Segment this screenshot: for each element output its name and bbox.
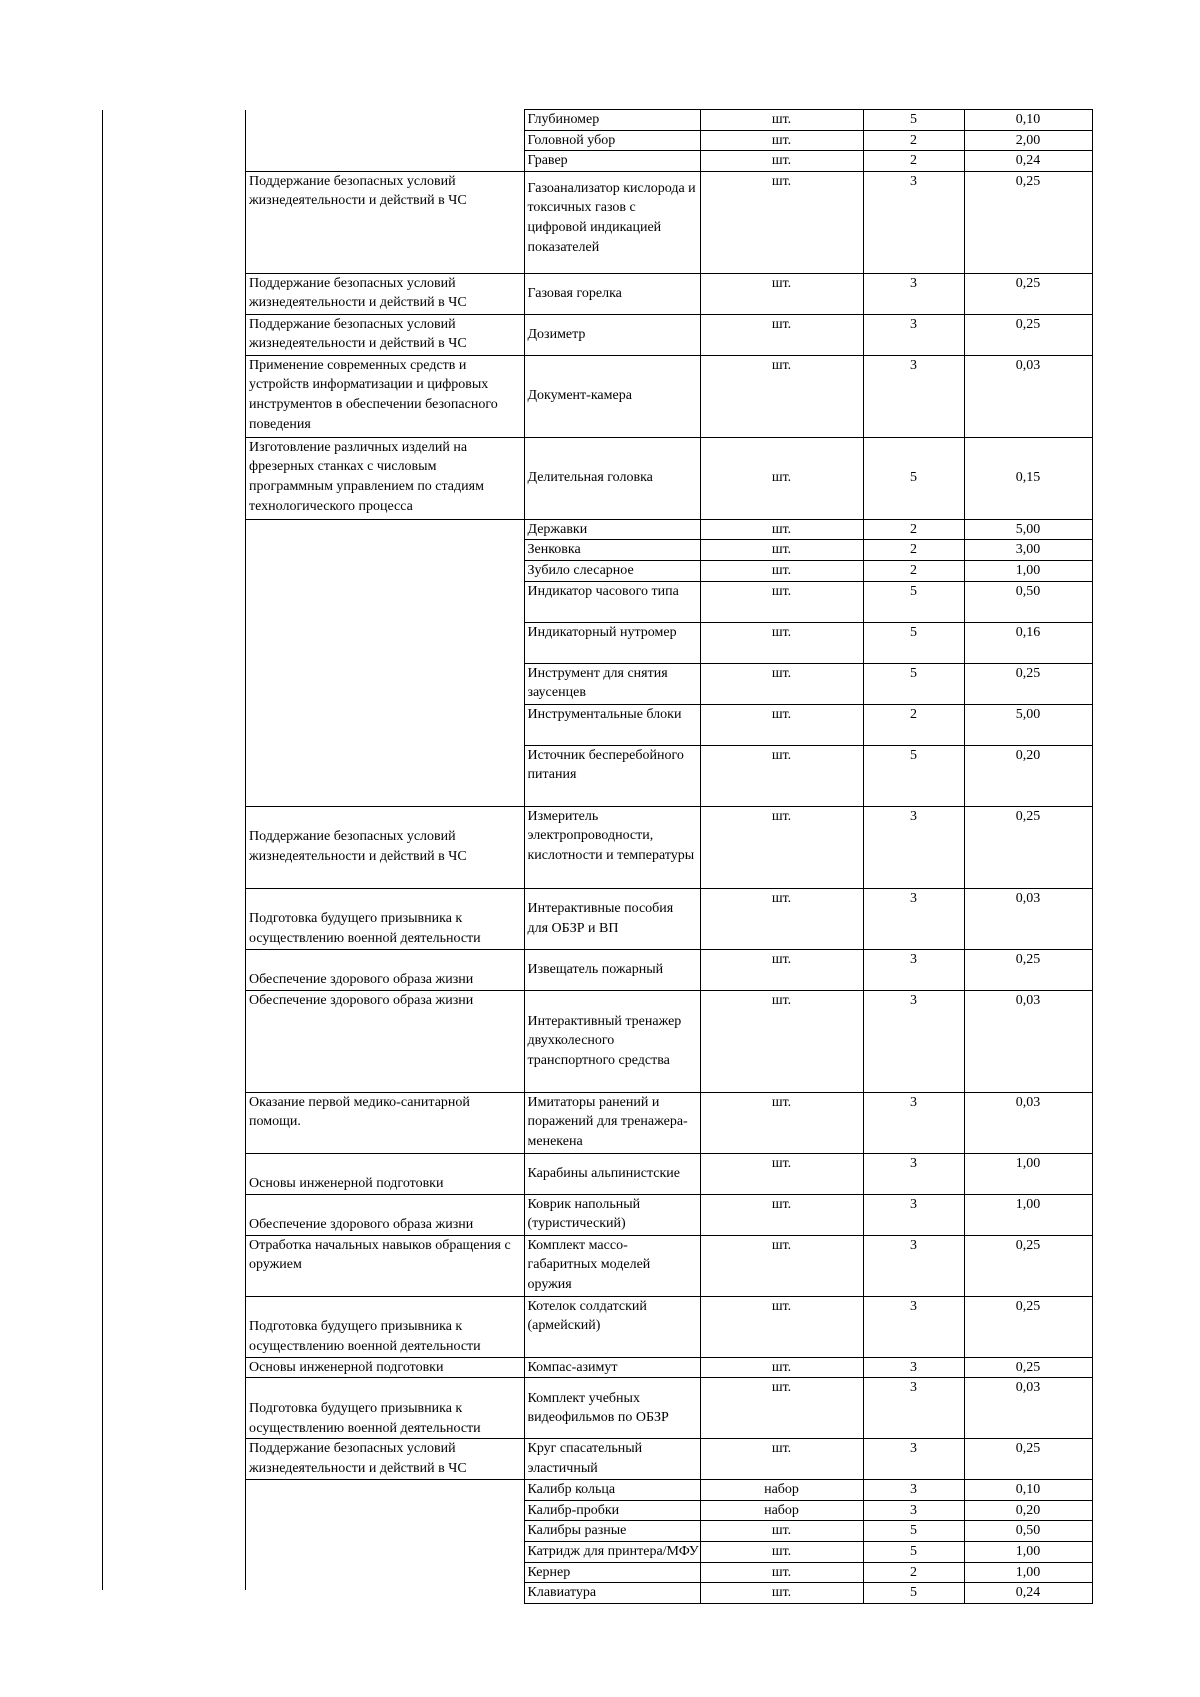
- item-name-cell: Индикатор часового типа: [524, 581, 700, 622]
- quantity-cell: 3: [863, 1235, 964, 1296]
- activity-cell: [245, 151, 524, 172]
- quantity-cell: 2: [863, 519, 964, 540]
- quantity-cell: 3: [863, 1378, 964, 1439]
- activity-cell: [245, 622, 524, 663]
- quantity-cell: 3: [863, 1357, 964, 1378]
- activity-cell: [245, 540, 524, 561]
- table-row: [245, 355, 1092, 437]
- activity-cell: Поддержание безопасных условий жизнедеятельности и действий в ЧС: [245, 806, 524, 888]
- table-row: [245, 560, 1092, 581]
- unit-cell: шт.: [700, 663, 863, 704]
- activity-cell: [245, 1562, 524, 1583]
- quantity-cell: 3: [863, 949, 964, 990]
- activity-cell: Основы инженерной подготовки: [245, 1357, 524, 1378]
- unit-cell: шт.: [700, 1153, 863, 1194]
- item-name-cell: Дозиметр: [524, 314, 700, 355]
- quantity-cell: 3: [863, 1153, 964, 1194]
- table-row: [245, 1500, 1092, 1521]
- unit-cell: шт.: [700, 1439, 863, 1480]
- unit-cell: шт.: [700, 151, 863, 172]
- table-row: [245, 806, 1092, 888]
- quantity-cell: 5: [863, 663, 964, 704]
- table-row: [245, 273, 1092, 314]
- item-name-cell: Круг спасательный эластичный: [524, 1439, 700, 1480]
- activity-cell: Поддержание безопасных условий жизнедеятельности и действий в ЧС: [245, 1439, 524, 1480]
- table-row: [245, 1583, 1092, 1604]
- item-name-cell: Инструментальные блоки: [524, 704, 700, 745]
- coefficient-cell: 0,03: [964, 1378, 1092, 1439]
- table-row: [245, 151, 1092, 172]
- quantity-cell: 3: [863, 273, 964, 314]
- activity-cell: [245, 1500, 524, 1521]
- quantity-cell: 3: [863, 1296, 964, 1357]
- quantity-cell: 3: [863, 990, 964, 1092]
- unit-cell: шт.: [700, 540, 863, 561]
- table-row: [245, 1562, 1092, 1583]
- item-name-cell: Комплект учебных видеофильмов по ОБЗР: [524, 1378, 700, 1439]
- table-row: [245, 1521, 1092, 1542]
- equipment-table: [245, 109, 1093, 1604]
- coefficient-cell: 0,25: [964, 949, 1092, 990]
- coefficient-cell: 0,25: [964, 1235, 1092, 1296]
- activity-cell: Основы инженерной подготовки: [245, 1153, 524, 1194]
- unit-cell: набор: [700, 1480, 863, 1501]
- unit-cell: шт.: [700, 990, 863, 1092]
- coefficient-cell: 0,24: [964, 1583, 1092, 1604]
- quantity-cell: 2: [863, 151, 964, 172]
- item-name-cell: Документ-камера: [524, 355, 700, 437]
- activity-cell: [245, 519, 524, 540]
- coefficient-cell: 0,03: [964, 888, 1092, 949]
- activity-cell: Изготовление различных изделий на фрезерных станках с числовым программным управлением по стадиям технологического процесса: [245, 437, 524, 519]
- table-row: [245, 437, 1092, 519]
- item-name-cell: Клавиатура: [524, 1583, 700, 1604]
- table-row: [245, 990, 1092, 1092]
- item-name-cell: Измеритель электропроводности, кислотности и температуры: [524, 806, 700, 888]
- unit-cell: шт.: [700, 519, 863, 540]
- unit-cell: шт.: [700, 355, 863, 437]
- activity-cell: Отработка начальных навыков обращения с оружием: [245, 1235, 524, 1296]
- item-name-cell: Инструмент для снятия заусенцев: [524, 663, 700, 704]
- item-name-cell: Калибр-пробки: [524, 1500, 700, 1521]
- coefficient-cell: 0,10: [964, 110, 1092, 131]
- unit-cell: шт.: [700, 171, 863, 273]
- item-name-cell: Имитаторы ранений и поражений для тренажера-менекена: [524, 1092, 700, 1153]
- item-name-cell: Газоанализатор кислорода и токсичных газов с цифровой индикацией показателей: [524, 171, 700, 273]
- item-name-cell: Индикаторный нутромер: [524, 622, 700, 663]
- item-name-cell: Головной убор: [524, 130, 700, 151]
- unit-cell: шт.: [700, 1194, 863, 1235]
- coefficient-cell: 5,00: [964, 704, 1092, 745]
- quantity-cell: 5: [863, 437, 964, 519]
- item-name-cell: Калибры разные: [524, 1521, 700, 1542]
- activity-cell: [245, 1480, 524, 1501]
- quantity-cell: 3: [863, 888, 964, 949]
- table-row: [245, 1541, 1092, 1562]
- coefficient-cell: 0,03: [964, 1092, 1092, 1153]
- table-row: [245, 1296, 1092, 1357]
- coefficient-cell: 3,00: [964, 540, 1092, 561]
- table-row: [245, 1480, 1092, 1501]
- coefficient-cell: 0,50: [964, 581, 1092, 622]
- unit-cell: шт.: [700, 1092, 863, 1153]
- activity-cell: Применение современных средств и устройств информатизации и цифровых инструментов в обеспечении безопасного поведения: [245, 355, 524, 437]
- activity-cell: Поддержание безопасных условий жизнедеятельности и действий в ЧС: [245, 171, 524, 273]
- quantity-cell: 3: [863, 1194, 964, 1235]
- unit-cell: шт.: [700, 110, 863, 131]
- coefficient-cell: 0,25: [964, 1357, 1092, 1378]
- activity-cell: [245, 560, 524, 581]
- coefficient-cell: 0,50: [964, 1521, 1092, 1542]
- quantity-cell: 3: [863, 1480, 964, 1501]
- activity-cell: Поддержание безопасных условий жизнедеятельности и действий в ЧС: [245, 273, 524, 314]
- quantity-cell: 3: [863, 355, 964, 437]
- coefficient-cell: 0,25: [964, 273, 1092, 314]
- item-name-cell: Коврик напольный (туристический): [524, 1194, 700, 1235]
- item-name-cell: Котелок солдатский (армейский): [524, 1296, 700, 1357]
- item-name-cell: Калибр кольца: [524, 1480, 700, 1501]
- table-row: [245, 1194, 1092, 1235]
- table-row: [245, 1235, 1092, 1296]
- coefficient-cell: 0,16: [964, 622, 1092, 663]
- unit-cell: шт.: [700, 560, 863, 581]
- activity-cell: [245, 663, 524, 704]
- coefficient-cell: 0,03: [964, 990, 1092, 1092]
- table-row: [245, 1092, 1092, 1153]
- unit-cell: шт.: [700, 1378, 863, 1439]
- activity-cell: Поддержание безопасных условий жизнедеятельности и действий в ЧС: [245, 314, 524, 355]
- unit-cell: шт.: [700, 1296, 863, 1357]
- unit-cell: набор: [700, 1500, 863, 1521]
- quantity-cell: 5: [863, 622, 964, 663]
- item-name-cell: Зубило слесарное: [524, 560, 700, 581]
- coefficient-cell: 1,00: [964, 1541, 1092, 1562]
- table-row: [245, 171, 1092, 273]
- quantity-cell: 2: [863, 704, 964, 745]
- item-name-cell: Державки: [524, 519, 700, 540]
- item-name-cell: Комплект массо-габаритных моделей оружия: [524, 1235, 700, 1296]
- item-name-cell: Гравер: [524, 151, 700, 172]
- item-name-cell: Извещатель пожарный: [524, 949, 700, 990]
- item-name-cell: Карабины альпинистские: [524, 1153, 700, 1194]
- item-name-cell: Источник бесперебойного питания: [524, 745, 700, 806]
- unit-cell: шт.: [700, 581, 863, 622]
- quantity-cell: 5: [863, 1541, 964, 1562]
- unit-cell: шт.: [700, 437, 863, 519]
- item-name-cell: Интерактивный тренажер двухколесного транспортного средства: [524, 990, 700, 1092]
- item-name-cell: Интерактивные пособия для ОБЗР и ВП: [524, 888, 700, 949]
- unit-cell: шт.: [700, 806, 863, 888]
- quantity-cell: 5: [863, 110, 964, 131]
- coefficient-cell: 1,00: [964, 1194, 1092, 1235]
- coefficient-cell: 0,03: [964, 355, 1092, 437]
- quantity-cell: 3: [863, 1500, 964, 1521]
- coefficient-cell: 2,00: [964, 130, 1092, 151]
- item-name-cell: Делительная головка: [524, 437, 700, 519]
- table-row: [245, 1357, 1092, 1378]
- item-name-cell: Глубиномер: [524, 110, 700, 131]
- quantity-cell: 2: [863, 1562, 964, 1583]
- coefficient-cell: 1,00: [964, 1153, 1092, 1194]
- coefficient-cell: 0,10: [964, 1480, 1092, 1501]
- table-row: [245, 704, 1092, 745]
- unit-cell: шт.: [700, 704, 863, 745]
- coefficient-cell: 0,25: [964, 1439, 1092, 1480]
- table-row: [245, 540, 1092, 561]
- coefficient-cell: 0,25: [964, 171, 1092, 273]
- unit-cell: шт.: [700, 1357, 863, 1378]
- item-name-cell: Катридж для принтера/МФУ: [524, 1541, 700, 1562]
- activity-cell: Подготовка будущего призывника к осуществлению военной деятельности: [245, 1378, 524, 1439]
- activity-cell: [245, 1541, 524, 1562]
- unit-cell: шт.: [700, 949, 863, 990]
- activity-cell: Подготовка будущего призывника к осуществлению военной деятельности: [245, 888, 524, 949]
- activity-cell: Оказание первой медико-санитарной помощи.: [245, 1092, 524, 1153]
- activity-cell: Обеспечение здорового образа жизни: [245, 990, 524, 1092]
- quantity-cell: 5: [863, 1521, 964, 1542]
- quantity-cell: 3: [863, 171, 964, 273]
- coefficient-cell: 1,00: [964, 1562, 1092, 1583]
- quantity-cell: 2: [863, 560, 964, 581]
- table-row: [245, 663, 1092, 704]
- quantity-cell: 3: [863, 314, 964, 355]
- activity-cell: [245, 745, 524, 806]
- quantity-cell: 3: [863, 1439, 964, 1480]
- activity-cell: Обеспечение здорового образа жизни: [245, 949, 524, 990]
- unit-cell: шт.: [700, 1562, 863, 1583]
- unit-cell: шт.: [700, 745, 863, 806]
- unit-cell: шт.: [700, 1541, 863, 1562]
- item-name-cell: Газовая горелка: [524, 273, 700, 314]
- quantity-cell: 3: [863, 1092, 964, 1153]
- quantity-cell: 5: [863, 581, 964, 622]
- table-row: [245, 1378, 1092, 1439]
- table-row: [245, 1439, 1092, 1480]
- item-name-cell: Кернер: [524, 1562, 700, 1583]
- coefficient-cell: 0,25: [964, 663, 1092, 704]
- unit-cell: шт.: [700, 314, 863, 355]
- activity-cell: [245, 1521, 524, 1542]
- activity-cell: [245, 130, 524, 151]
- activity-cell: [245, 110, 524, 131]
- unit-cell: шт.: [700, 888, 863, 949]
- unit-cell: шт.: [700, 622, 863, 663]
- table-row: [245, 581, 1092, 622]
- coefficient-cell: 0,20: [964, 745, 1092, 806]
- coefficient-cell: 0,25: [964, 806, 1092, 888]
- table-row: [245, 519, 1092, 540]
- quantity-cell: 3: [863, 806, 964, 888]
- unit-cell: шт.: [700, 1583, 863, 1604]
- unit-cell: шт.: [700, 1235, 863, 1296]
- table-row: [245, 314, 1092, 355]
- unit-cell: шт.: [700, 1521, 863, 1542]
- quantity-cell: 5: [863, 1583, 964, 1604]
- coefficient-cell: 0,20: [964, 1500, 1092, 1521]
- table-row: [245, 888, 1092, 949]
- left-margin-line: [102, 110, 103, 1590]
- activity-cell: Обеспечение здорового образа жизни: [245, 1194, 524, 1235]
- coefficient-cell: 0,25: [964, 314, 1092, 355]
- table-row: [245, 622, 1092, 663]
- quantity-cell: 2: [863, 540, 964, 561]
- unit-cell: шт.: [700, 130, 863, 151]
- coefficient-cell: 5,00: [964, 519, 1092, 540]
- item-name-cell: Зенковка: [524, 540, 700, 561]
- quantity-cell: 5: [863, 745, 964, 806]
- table-row: [245, 949, 1092, 990]
- activity-cell: [245, 704, 524, 745]
- unit-cell: шт.: [700, 273, 863, 314]
- table-row: [245, 130, 1092, 151]
- quantity-cell: 2: [863, 130, 964, 151]
- activity-cell: [245, 1583, 524, 1604]
- activity-cell: [245, 581, 524, 622]
- table-row: [245, 110, 1092, 131]
- coefficient-cell: 0,25: [964, 1296, 1092, 1357]
- coefficient-cell: 1,00: [964, 560, 1092, 581]
- table-row: [245, 745, 1092, 806]
- table-row: [245, 1153, 1092, 1194]
- coefficient-cell: 0,24: [964, 151, 1092, 172]
- coefficient-cell: 0,15: [964, 437, 1092, 519]
- activity-cell: Подготовка будущего призывника к осуществлению военной деятельности: [245, 1296, 524, 1357]
- item-name-cell: Компас-азимут: [524, 1357, 700, 1378]
